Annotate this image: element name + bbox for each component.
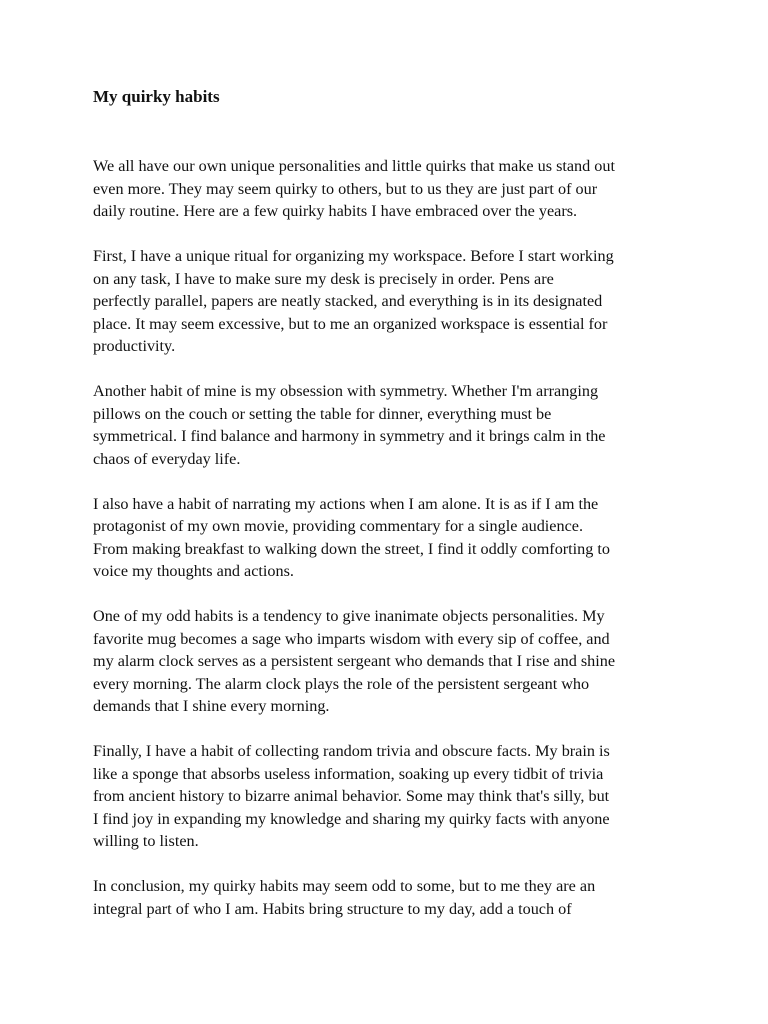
document-title: My quirky habits [93, 87, 220, 106]
paragraph-line: Another habit of mine is my obsession with symmetry. Whether I'm arranging [93, 382, 599, 400]
paragraph-line: Finally, I have a habit of collecting random trivia and obscure facts. My brain is [93, 742, 610, 760]
document-body [93, 155, 683, 943]
paragraph-line: integral part of who I am. Habits bring structure to my day, add a touch of [93, 899, 572, 918]
paragraph-line: every morning. The alarm clock plays the role of the persistent sergeant who [93, 674, 590, 693]
paragraph-line: favorite mug becomes a sage who imparts wisdom with every sip of coffee, and [93, 629, 610, 648]
paragraph-line: even more. They may seem quirky to others, but to us they are just part of our [93, 179, 598, 198]
paragraph-line: like a sponge that absorbs useless information, soaking up every tidbit of trivia [93, 764, 604, 783]
paragraph [93, 380, 683, 470]
paragraph-line: I also have a habit of narrating my actions when I am alone. It is as if I am the [93, 494, 599, 513]
paragraph [93, 245, 683, 358]
paragraph-line: symmetrical. I find balance and harmony in symmetry and it brings calm in the [93, 427, 606, 445]
paragraph-line: daily routine. Here are a few quirky habits I have embraced over the years. [93, 202, 578, 220]
paragraph-line: pillows on the couch or setting the table for dinner, everything must be [93, 404, 552, 423]
paragraph-line: my alarm clock serves as a persistent sergeant who demands that I rise and shine [93, 652, 616, 670]
paragraph [93, 875, 683, 920]
paragraph [93, 155, 683, 223]
paragraph-line: From making breakfast to walking down the street, I find it oddly comforting to [93, 539, 611, 558]
paragraph-line: place. It may seem excessive, but to me an organized workspace is essential for [93, 314, 608, 333]
paragraph-line: We all have our own unique personalities and little quirks that make us stand out [93, 157, 615, 175]
paragraph-line: protagonist of my own movie, providing commentary for a single audience. [93, 517, 584, 535]
paragraph-line: productivity. [93, 337, 176, 355]
paragraph-line: chaos of everyday life. [93, 449, 241, 468]
paragraph-line: One of my odd habits is a tendency to give inanimate objects personalities. My [93, 607, 605, 625]
paragraph [93, 740, 683, 853]
paragraph-line: demands that I shine every morning. [93, 697, 330, 715]
paragraph-line: First, I have a unique ritual for organizing my workspace. Before I start working [93, 247, 614, 265]
paragraph-line: on any task, I have to make sure my desk is precisely in order. Pens are [93, 269, 554, 288]
paragraph [93, 605, 683, 718]
paragraph-line: perfectly parallel, papers are neatly stacked, and everything is in its designated [93, 292, 603, 310]
paragraph-line: willing to listen. [93, 832, 199, 850]
paragraph-line: voice my thoughts and actions. [93, 562, 294, 580]
paragraph-line: from ancient history to bizarre animal behavior. Some may think that's silly, but [93, 787, 610, 805]
paragraph [93, 493, 683, 583]
paragraph-line: I find joy in expanding my knowledge and sharing my quirky facts with anyone [93, 809, 610, 828]
paragraph-line: In conclusion, my quirky habits may seem odd to some, but to me they are an [93, 877, 596, 895]
